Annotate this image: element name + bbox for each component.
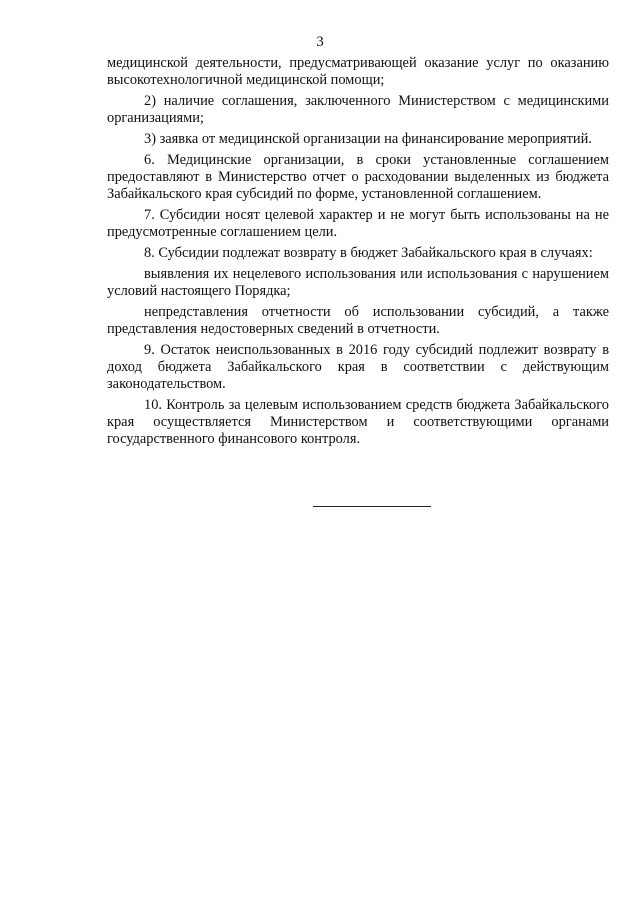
paragraph-condition-2: 2) наличие соглашения, заключенного Министерством с медицинскими организациями; xyxy=(107,93,609,126)
paragraph-item-6: 6. Медицинские организации, в сроки установленные соглашением предоставляют в Министерство отчет о расходовании выделенных из бюджета Забайкальского края субсидий по форме, установленной соглашением. xyxy=(107,152,609,202)
document-body xyxy=(107,55,609,452)
paragraph-case-no-report: непредставления отчетности об использовании субсидий, а также представления недостоверных сведений в отчетности. xyxy=(107,304,609,337)
page-number: 3 xyxy=(316,34,324,50)
paragraph-item-7: 7. Субсидии носят целевой характер и не могут быть использованы на не предусмотренные соглашением цели. xyxy=(107,207,609,240)
paragraph-item-9: 9. Остаток неиспользованных в 2016 году субсидий подлежит возврату в доход бюджета Забайкальского края в соответствии с действующим законодательством. xyxy=(107,342,609,392)
paragraph-condition-3: 3) заявка от медицинской организации на финансирование мероприятий. xyxy=(144,131,592,147)
paragraph-item-8: 8. Субсидии подлежат возврату в бюджет Забайкальского края в случаях: xyxy=(144,245,593,261)
paragraph-case-misuse: выявления их нецелевого использования или использования с нарушением условий настоящего Порядка; xyxy=(107,266,609,299)
end-of-document-rule xyxy=(313,506,431,507)
paragraph-continuation: медицинской деятельности, предусматривающей оказание услуг по оказанию высокотехнологичной медицинской помощи; xyxy=(107,55,609,88)
paragraph-item-10: 10. Контроль за целевым использованием средств бюджета Забайкальского края осуществляется Министерством и соответствующими органами государственного финансового контроля. xyxy=(107,397,609,447)
